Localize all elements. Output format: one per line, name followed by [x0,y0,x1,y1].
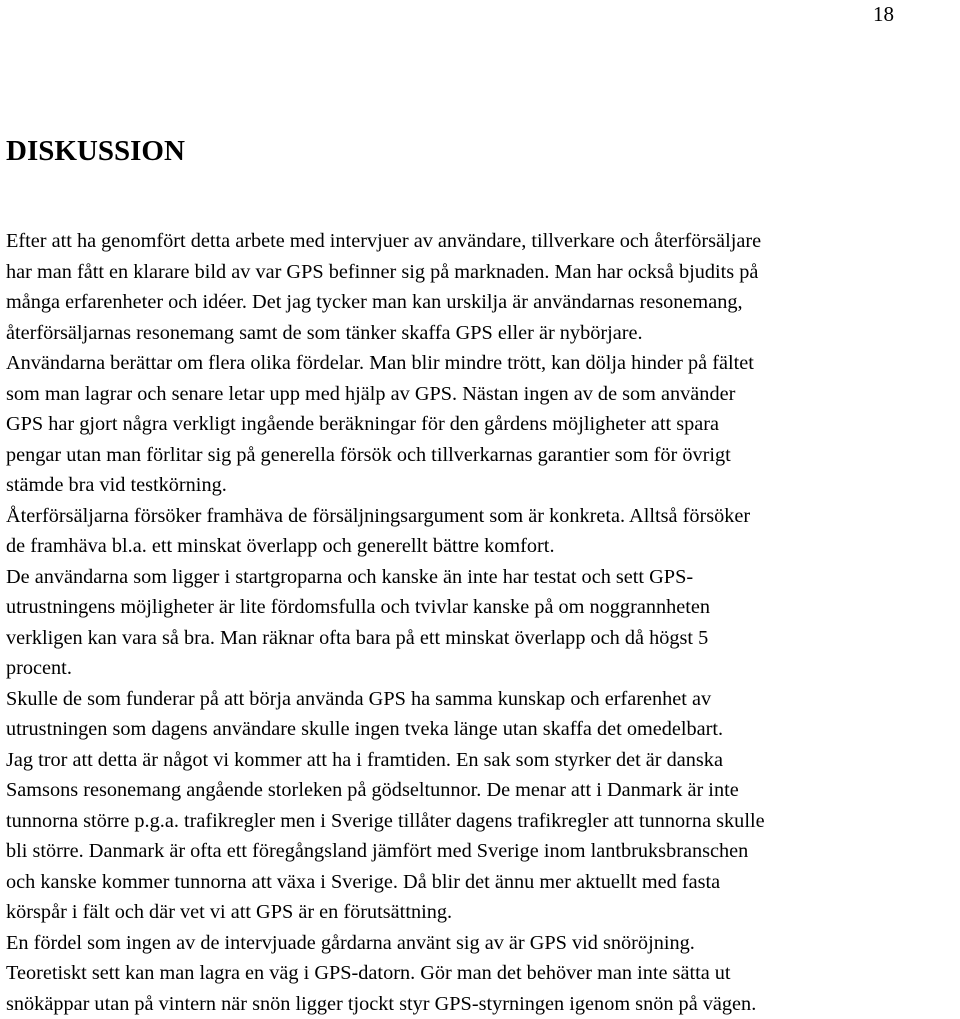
text-line: utrustningen som dagens användare skulle ingen tveka länge utan skaffa det omedelbart. [6,714,954,745]
text-line: verkligen kan vara så bra. Man räknar ofta bara på ett minskat överlapp och då högst 5 [6,623,954,654]
text-line: procent. [6,653,954,684]
text-line: tunnorna större p.g.a. trafikregler men i Sverige tillåter dagens trafikregler att tunnorna skulle [6,806,954,837]
text-line: Användarna berättar om flera olika fördelar. Man blir mindre trött, kan dölja hinder på fältet [6,348,954,379]
text-line: Jag tror att detta är något vi kommer att ha i framtiden. En sak som styrker det är danska [6,745,954,776]
text-line: återförsäljarnas resonemang samt de som tänker skaffa GPS eller är nybörjare. [6,318,954,349]
section-heading: DISKUSSION [6,133,185,169]
text-line: En fördel som ingen av de intervjuade gårdarna använt sig av är GPS vid snöröjning. [6,928,954,959]
text-line: pengar utan man förlitar sig på generella försök och tillverkarnas garantier som för övrigt [6,440,954,471]
text-line: de framhäva bl.a. ett minskat överlapp och generellt bättre komfort. [6,531,954,562]
text-line: stämde bra vid testkörning. [6,470,954,501]
page-number: 18 [873,2,894,26]
text-line: Skulle de som funderar på att börja använda GPS ha samma kunskap och erfarenhet av [6,684,954,715]
text-line: Återförsäljarna försöker framhäva de försäljningsargument som är konkreta. Alltså försöker [6,501,954,532]
text-line: och kanske kommer tunnorna att växa i Sverige. Då blir det ännu mer aktuellt med fasta [6,867,954,898]
text-line: GPS har gjort några verkligt ingående beräkningar för den gårdens möjligheter att spara [6,409,954,440]
text-line: snökäppar utan på vintern när snön ligger tjockt styr GPS-styrningen igenom snön på vägen. [6,989,954,1019]
text-line: som man lagrar och senare letar upp med hjälp av GPS. Nästan ingen av de som använder [6,379,954,410]
body-text [6,226,954,1019]
text-line: många erfarenheter och idéer. Det jag tycker man kan urskilja är användarnas resonemang, [6,287,954,318]
text-line: Samsons resonemang angående storleken på gödseltunnor. De menar att i Danmark är inte [6,775,954,806]
text-line: utrustningens möjligheter är lite fördomsfulla och tvivlar kanske på om noggrannheten [6,592,954,623]
text-line: bli större. Danmark är ofta ett föregångsland jämfört med Sverige inom lantbruksbranschen [6,836,954,867]
text-line: har man fått en klarare bild av var GPS befinner sig på marknaden. Man har också bjudits på [6,257,954,288]
text-line: Efter att ha genomfört detta arbete med intervjuer av användare, tillverkare och återförsäljare [6,226,954,257]
text-line: körspår i fält och där vet vi att GPS är en förutsättning. [6,897,954,928]
text-line: De användarna som ligger i startgroparna och kanske än inte har testat och sett GPS- [6,562,954,593]
text-line: Teoretiskt sett kan man lagra en väg i GPS-datorn. Gör man det behöver man inte sätta ut [6,958,954,989]
